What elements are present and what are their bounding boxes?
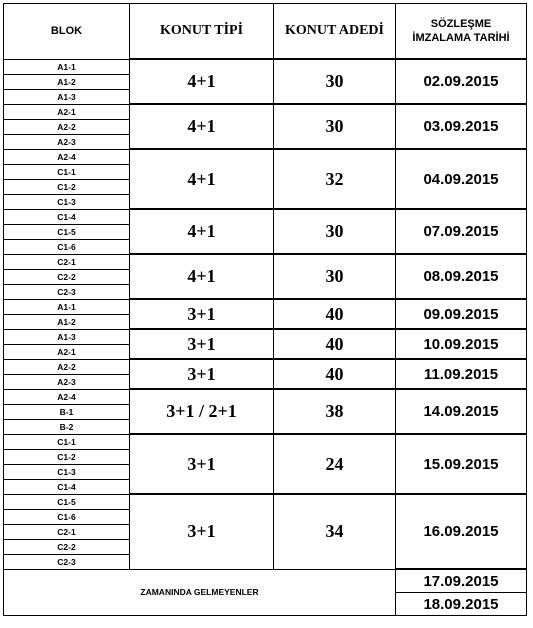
blok-cell: C2-1 [4, 524, 130, 539]
konut-tipi-cell: 3+1 / 2+1 [130, 389, 274, 434]
late-date-cell: 17.09.2015 [396, 569, 527, 593]
blok-cell: A2-2 [4, 119, 130, 134]
konut-tipi-cell: 4+1 [130, 254, 274, 299]
table-body [4, 59, 527, 616]
blok-cell: C1-6 [4, 509, 130, 524]
late-date-cell: 18.09.2015 [396, 593, 527, 616]
blok-cell: C2-2 [4, 539, 130, 554]
table-row [4, 359, 527, 374]
blok-cell: C1-4 [4, 209, 130, 224]
konut-adedi-cell: 30 [274, 59, 396, 104]
konut-adedi-cell: 30 [274, 209, 396, 254]
sozlesme-tarihi-cell: 02.09.2015 [396, 59, 527, 104]
blok-cell: C1-1 [4, 434, 130, 449]
konut-adedi-cell: 40 [274, 329, 396, 359]
blok-cell: C1-3 [4, 194, 130, 209]
sozlesme-tarihi-cell: 14.09.2015 [396, 389, 527, 434]
header-row [4, 4, 527, 60]
konut-adedi-cell: 34 [274, 494, 396, 569]
blok-cell: A1-2 [4, 74, 130, 89]
table-row [4, 494, 527, 509]
sozlesme-tarihi-cell: 04.09.2015 [396, 149, 527, 209]
blok-cell: A2-3 [4, 134, 130, 149]
table-row [4, 104, 527, 119]
konut-tipi-cell: 3+1 [130, 359, 274, 389]
sozlesme-tarihi-cell: 10.09.2015 [396, 329, 527, 359]
table-row [4, 149, 527, 164]
konut-adedi-cell: 40 [274, 359, 396, 389]
table-row [4, 209, 527, 224]
table-row [4, 434, 527, 449]
blok-cell: C1-5 [4, 224, 130, 239]
blok-cell: A1-1 [4, 299, 130, 314]
sozlesme-tarihi-cell: 08.09.2015 [396, 254, 527, 299]
table-row [4, 329, 527, 344]
konut-tipi-cell: 3+1 [130, 434, 274, 494]
konut-tipi-cell: 3+1 [130, 329, 274, 359]
konut-adedi-cell: 32 [274, 149, 396, 209]
konut-tipi-cell: 4+1 [130, 209, 274, 254]
sozlesme-tarihi-cell: 03.09.2015 [396, 104, 527, 149]
blok-cell: A1-3 [4, 89, 130, 104]
table-row [4, 59, 527, 74]
header-konut-adedi: KONUT ADEDİ [274, 4, 396, 60]
konut-tipi-cell: 3+1 [130, 299, 274, 329]
sozlesme-tarihi-cell: 09.09.2015 [396, 299, 527, 329]
blok-cell: C2-1 [4, 254, 130, 269]
konut-adedi-cell: 30 [274, 104, 396, 149]
blok-cell: A2-1 [4, 344, 130, 359]
late-label: ZAMANINDA GELMEYENLER [4, 569, 396, 616]
header-tarih-line1: SÖZLEŞME [430, 18, 492, 30]
blok-cell: A2-1 [4, 104, 130, 119]
blok-cell: A2-2 [4, 359, 130, 374]
contract-schedule-table [3, 3, 527, 616]
blok-cell: A2-4 [4, 389, 130, 404]
konut-tipi-cell: 4+1 [130, 149, 274, 209]
konut-adedi-cell: 40 [274, 299, 396, 329]
header-blok: BLOK [4, 4, 130, 60]
konut-tipi-cell: 4+1 [130, 59, 274, 104]
blok-cell: A1-3 [4, 329, 130, 344]
blok-cell: B-2 [4, 419, 130, 434]
sozlesme-tarihi-cell: 15.09.2015 [396, 434, 527, 494]
header-konut-tipi: KONUT TİPİ [130, 4, 274, 60]
blok-cell: A2-4 [4, 149, 130, 164]
sozlesme-tarihi-cell: 16.09.2015 [396, 494, 527, 569]
sozlesme-tarihi-cell: 11.09.2015 [396, 359, 527, 389]
blok-cell: C1-2 [4, 179, 130, 194]
blok-cell: C1-3 [4, 464, 130, 479]
blok-cell: B-1 [4, 404, 130, 419]
sozlesme-tarihi-cell: 07.09.2015 [396, 209, 527, 254]
konut-adedi-cell: 30 [274, 254, 396, 299]
header-sozlesme-tarihi [396, 4, 527, 60]
table-row [4, 299, 527, 314]
blok-cell: A1-1 [4, 59, 130, 74]
konut-tipi-cell: 4+1 [130, 104, 274, 149]
table-row [4, 254, 527, 269]
blok-cell: C1-2 [4, 449, 130, 464]
blok-cell: C1-1 [4, 164, 130, 179]
blok-cell: C1-4 [4, 479, 130, 494]
header-tarih-line2: İMZALAMA TARİHİ [412, 32, 510, 44]
blok-cell: C2-3 [4, 554, 130, 569]
blok-cell: C2-2 [4, 269, 130, 284]
konut-tipi-cell: 3+1 [130, 494, 274, 569]
konut-adedi-cell: 38 [274, 389, 396, 434]
konut-adedi-cell: 24 [274, 434, 396, 494]
blok-cell: C1-5 [4, 494, 130, 509]
blok-cell: A1-2 [4, 314, 130, 329]
blok-cell: A2-3 [4, 374, 130, 389]
blok-cell: C1-6 [4, 239, 130, 254]
blok-cell: C2-3 [4, 284, 130, 299]
table-row [4, 389, 527, 404]
late-row [4, 569, 527, 593]
